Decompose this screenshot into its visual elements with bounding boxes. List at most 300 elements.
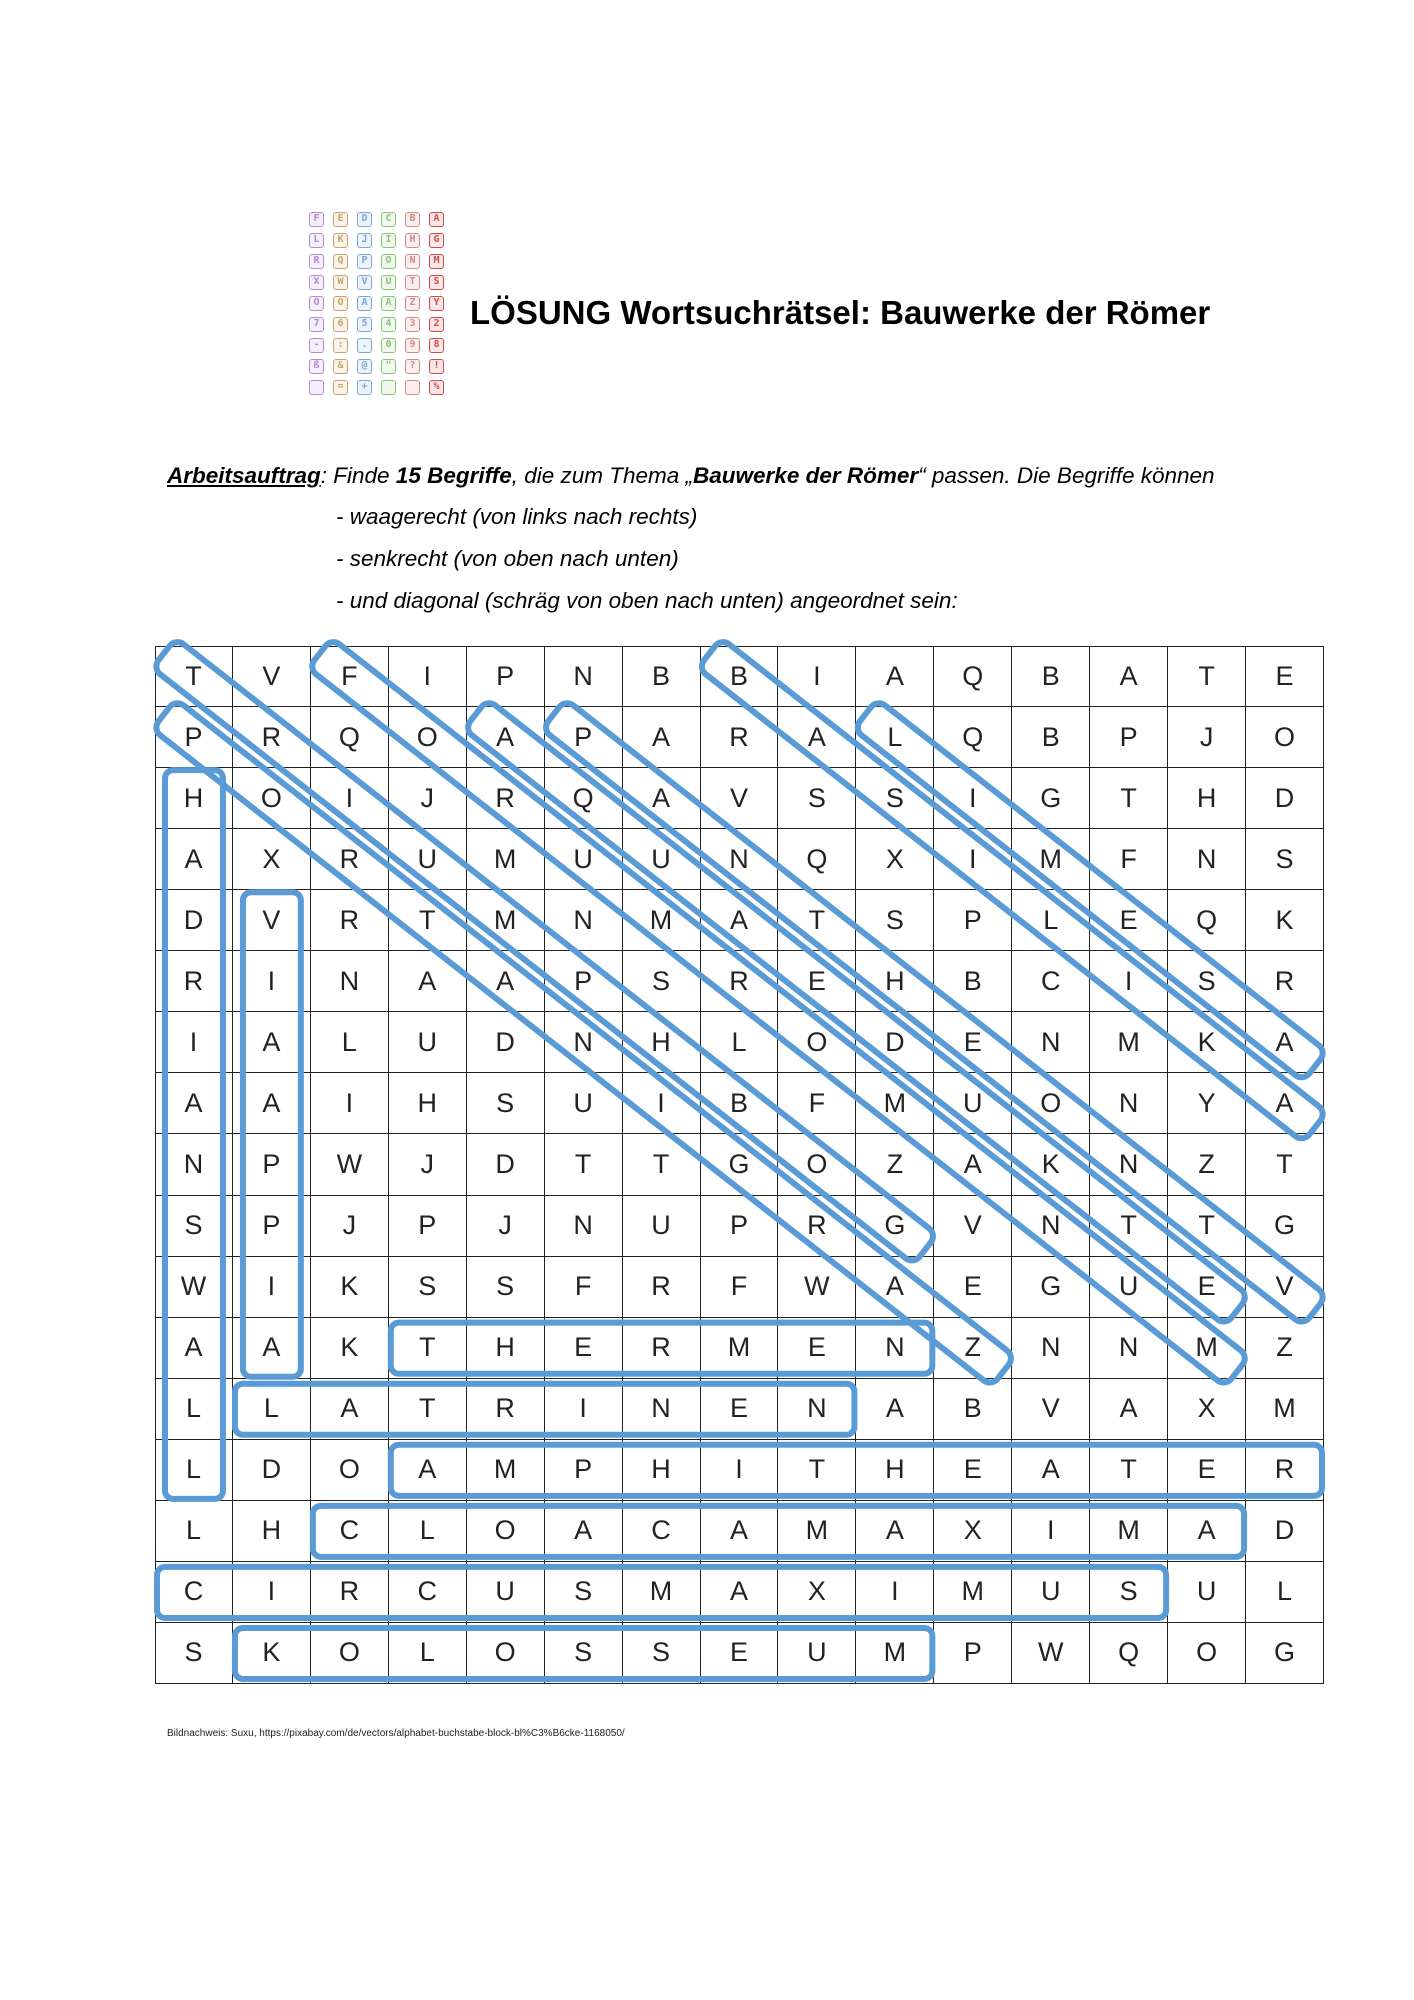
grid-letter: M: [623, 890, 701, 951]
grid-letter: S: [155, 1196, 233, 1257]
grid-letter: K: [311, 1257, 389, 1318]
grid-letter: T: [155, 646, 233, 707]
grid-letter: R: [623, 1257, 701, 1318]
grid-letter: U: [623, 829, 701, 890]
grid-letter: R: [155, 951, 233, 1012]
grid-letter: O: [311, 1440, 389, 1501]
grid-letter: Q: [1090, 1623, 1168, 1684]
direction-vertical: - senkrecht (von oben nach unten): [336, 546, 679, 571]
grid-letter: W: [778, 1257, 856, 1318]
grid-letter: H: [467, 1318, 545, 1379]
grid-letter: A: [233, 1012, 311, 1073]
grid-letter: P: [701, 1196, 779, 1257]
grid-letter: U: [1012, 1562, 1090, 1623]
letter-block: 2: [429, 317, 444, 332]
grid-letter: V: [1246, 1257, 1324, 1318]
grid-letter: A: [701, 1562, 779, 1623]
grid-letter: V: [934, 1196, 1012, 1257]
grid-letter: E: [1168, 1257, 1246, 1318]
grid-letter: T: [1168, 1196, 1246, 1257]
grid-letter: E: [778, 1318, 856, 1379]
grid-letter: I: [778, 646, 856, 707]
grid-letter: Q: [778, 829, 856, 890]
grid-letter: R: [1246, 951, 1324, 1012]
grid-letter: N: [545, 1012, 623, 1073]
grid-letter: T: [545, 1134, 623, 1195]
grid-letter: I: [233, 951, 311, 1012]
grid-letter: P: [467, 646, 545, 707]
letter-block: T: [405, 275, 420, 290]
grid-letter: M: [701, 1318, 779, 1379]
letter-block: &: [333, 359, 348, 374]
grid-letter: O: [1246, 707, 1324, 768]
grid-letter: S: [856, 890, 934, 951]
grid-letter: A: [155, 1073, 233, 1134]
grid-letter: O: [233, 768, 311, 829]
grid-letter: U: [934, 1073, 1012, 1134]
direction-diagonal: - und diagonal (schräg von oben nach unten) angeordnet sein:: [336, 588, 958, 613]
grid-letter: H: [623, 1012, 701, 1073]
letter-block: Q: [333, 254, 348, 269]
grid-letter: L: [311, 1012, 389, 1073]
letter-block: Ö: [309, 296, 324, 311]
grid-letter: R: [467, 768, 545, 829]
grid-letter: O: [1012, 1073, 1090, 1134]
task-instruction: [167, 463, 1215, 489]
grid-letter: M: [1168, 1318, 1246, 1379]
grid-letter: R: [233, 707, 311, 768]
grid-letter: E: [934, 1257, 1012, 1318]
grid-letter: E: [934, 1440, 1012, 1501]
grid-letter: F: [311, 646, 389, 707]
letter-block: %: [429, 380, 444, 395]
grid-letter: W: [311, 1134, 389, 1195]
grid-letter: L: [155, 1440, 233, 1501]
grid-letter: L: [233, 1379, 311, 1440]
grid-letter: S: [467, 1073, 545, 1134]
grid-letter: X: [934, 1501, 1012, 1562]
grid-letter: A: [467, 951, 545, 1012]
grid-letter: A: [701, 890, 779, 951]
grid-letter: O: [1168, 1623, 1246, 1684]
grid-letter: C: [389, 1562, 467, 1623]
letter-block: N: [405, 254, 420, 269]
grid-letter: F: [778, 1073, 856, 1134]
grid-letter: R: [311, 1562, 389, 1623]
word-search-grid: [155, 646, 1324, 1684]
grid-letter: Q: [934, 646, 1012, 707]
grid-letter: Z: [934, 1318, 1012, 1379]
grid-letter: H: [856, 1440, 934, 1501]
grid-letter: U: [623, 1196, 701, 1257]
grid-letter: A: [1090, 1379, 1168, 1440]
letter-block: -: [309, 338, 324, 353]
letter-block: 3: [405, 317, 420, 332]
task-text-3: “ passen. Die Begriffe können: [918, 463, 1215, 488]
grid-letter: S: [623, 1623, 701, 1684]
grid-letter: P: [934, 890, 1012, 951]
letter-block: V: [357, 275, 372, 290]
grid-letter: C: [311, 1501, 389, 1562]
grid-letter: R: [1246, 1440, 1324, 1501]
grid-letter: I: [1012, 1501, 1090, 1562]
grid-letter: I: [701, 1440, 779, 1501]
grid-letter: P: [1090, 707, 1168, 768]
grid-letter: D: [467, 1012, 545, 1073]
letter-block: U: [381, 275, 396, 290]
grid-letter: L: [389, 1501, 467, 1562]
letter-block: L: [309, 233, 324, 248]
grid-letter: U: [545, 829, 623, 890]
grid-letter: T: [1090, 1196, 1168, 1257]
grid-letter: M: [623, 1562, 701, 1623]
grid-letter: S: [467, 1257, 545, 1318]
grid-letter: J: [311, 1196, 389, 1257]
grid-letter: G: [1246, 1196, 1324, 1257]
grid-letter: A: [1012, 1440, 1090, 1501]
grid-letter: Z: [1168, 1134, 1246, 1195]
grid-letter: M: [467, 829, 545, 890]
grid-letter: T: [1090, 1440, 1168, 1501]
letter-block: D: [357, 212, 372, 227]
grid-letter: S: [389, 1257, 467, 1318]
grid-letter: N: [1012, 1012, 1090, 1073]
grid-letter: R: [701, 707, 779, 768]
grid-letter: M: [467, 1440, 545, 1501]
letter-block: Ä: [357, 296, 372, 311]
grid-letter: L: [1012, 890, 1090, 951]
grid-letter: R: [467, 1379, 545, 1440]
grid-letter: T: [1090, 768, 1168, 829]
grid-letter: S: [1168, 951, 1246, 1012]
grid-letter: T: [1168, 646, 1246, 707]
grid-letter: M: [856, 1073, 934, 1134]
grid-letter: U: [1168, 1562, 1246, 1623]
grid-letter: A: [856, 1501, 934, 1562]
page-title: LÖSUNG Wortsuchrätsel: Bauwerke der Römer: [470, 294, 1211, 331]
grid-letter: O: [467, 1623, 545, 1684]
letter-block: O: [381, 254, 396, 269]
grid-letter: C: [1012, 951, 1090, 1012]
grid-letter: S: [623, 951, 701, 1012]
grid-letter: R: [311, 829, 389, 890]
grid-letter: U: [389, 829, 467, 890]
grid-letter: I: [623, 1073, 701, 1134]
letter-block: A: [429, 212, 444, 227]
grid-letter: K: [1012, 1134, 1090, 1195]
grid-letter: P: [934, 1623, 1012, 1684]
grid-letter: B: [934, 951, 1012, 1012]
grid-letter: D: [155, 890, 233, 951]
grid-letter: I: [1090, 951, 1168, 1012]
grid-letter: I: [545, 1379, 623, 1440]
grid-letter: Y: [1168, 1073, 1246, 1134]
grid-letter: J: [467, 1196, 545, 1257]
grid-letter: T: [389, 1379, 467, 1440]
grid-letter: N: [155, 1134, 233, 1195]
grid-letter: E: [701, 1379, 779, 1440]
grid-letter: E: [545, 1318, 623, 1379]
grid-letter: W: [155, 1257, 233, 1318]
grid-letter: X: [856, 829, 934, 890]
grid-letter: I: [233, 1257, 311, 1318]
grid-letter: B: [1012, 646, 1090, 707]
grid-letter: N: [545, 890, 623, 951]
grid-letter: P: [155, 707, 233, 768]
grid-letter: V: [233, 646, 311, 707]
task-label: Arbeitsauftrag: [167, 463, 321, 488]
grid-letter: R: [778, 1196, 856, 1257]
grid-letter: S: [778, 768, 856, 829]
grid-letter: N: [701, 829, 779, 890]
grid-letter: F: [701, 1257, 779, 1318]
grid-letter: W: [1012, 1623, 1090, 1684]
grid-letter: R: [311, 890, 389, 951]
letter-block: I: [381, 233, 396, 248]
grid-letter: N: [1012, 1318, 1090, 1379]
grid-letter: B: [701, 646, 779, 707]
grid-letter: K: [1168, 1012, 1246, 1073]
grid-letter: S: [545, 1562, 623, 1623]
grid-letter: L: [155, 1501, 233, 1562]
letter-block: P: [357, 254, 372, 269]
letter-block: 7: [309, 317, 324, 332]
grid-letter: G: [856, 1196, 934, 1257]
grid-letter: T: [623, 1134, 701, 1195]
letter-block: [309, 380, 324, 395]
grid-letter: O: [778, 1134, 856, 1195]
grid-letter: S: [155, 1623, 233, 1684]
letter-block: Ä: [381, 296, 396, 311]
grid-letter: I: [311, 768, 389, 829]
grid-letter: X: [778, 1562, 856, 1623]
grid-letter: F: [545, 1257, 623, 1318]
grid-letter: A: [1246, 1012, 1324, 1073]
grid-letter: A: [1090, 646, 1168, 707]
grid-letter: L: [155, 1379, 233, 1440]
grid-letter: A: [701, 1501, 779, 1562]
letter-block: [381, 380, 396, 395]
grid-letter: P: [389, 1196, 467, 1257]
letter-block: K: [333, 233, 348, 248]
letter-block: +: [357, 380, 372, 395]
grid-letter: A: [467, 707, 545, 768]
grid-letter: J: [389, 768, 467, 829]
grid-letter: U: [1090, 1257, 1168, 1318]
image-credit: Bildnachweis: Suxu, https://pixabay.com/de/vectors/alphabet-buchstabe-block-bl%C3%B6cke-1168050/: [167, 1728, 625, 1739]
grid-letter: A: [934, 1134, 1012, 1195]
letter-block: ?: [405, 359, 420, 374]
grid-letter: U: [467, 1562, 545, 1623]
grid-letter: S: [1246, 829, 1324, 890]
grid-letter: H: [856, 951, 934, 1012]
grid-letter: H: [389, 1073, 467, 1134]
grid-letter: M: [467, 890, 545, 951]
grid-letter: A: [311, 1379, 389, 1440]
letter-block: ": [381, 359, 396, 374]
grid-letter: N: [623, 1379, 701, 1440]
letter-block: H: [405, 233, 420, 248]
grid-letter: B: [934, 1379, 1012, 1440]
grid-letter: V: [701, 768, 779, 829]
grid-letter: E: [934, 1012, 1012, 1073]
grid-letter: Q: [311, 707, 389, 768]
grid-letter: D: [1246, 768, 1324, 829]
grid-letter: A: [856, 1379, 934, 1440]
letter-block: @: [357, 359, 372, 374]
grid-letter: H: [623, 1440, 701, 1501]
grid-letter: O: [467, 1501, 545, 1562]
grid-letter: M: [778, 1501, 856, 1562]
grid-letter: M: [856, 1623, 934, 1684]
letter-block: 9: [405, 338, 420, 353]
letter-block: C: [381, 212, 396, 227]
alphabet-blocks-logo: [309, 212, 454, 402]
grid-letter: N: [856, 1318, 934, 1379]
grid-letter: T: [389, 890, 467, 951]
letter-block: S: [429, 275, 444, 290]
grid-letter: N: [545, 1196, 623, 1257]
grid-letter: N: [311, 951, 389, 1012]
grid-letter: M: [1090, 1501, 1168, 1562]
grid-letter: K: [311, 1318, 389, 1379]
grid-letter: A: [389, 951, 467, 1012]
letter-block: X: [309, 275, 324, 290]
grid-letter: H: [233, 1501, 311, 1562]
grid-letter: M: [1090, 1012, 1168, 1073]
grid-letter: J: [1168, 707, 1246, 768]
letter-block: M: [429, 254, 444, 269]
grid-letter: P: [233, 1196, 311, 1257]
grid-letter: D: [856, 1012, 934, 1073]
grid-letter: R: [623, 1318, 701, 1379]
grid-letter: T: [778, 1440, 856, 1501]
letter-block: 4: [381, 317, 396, 332]
grid-letter: Z: [1246, 1318, 1324, 1379]
letter-block: ß: [309, 359, 324, 374]
letter-block: [405, 380, 420, 395]
grid-letter: I: [856, 1562, 934, 1623]
grid-letter: N: [1090, 1073, 1168, 1134]
grid-letter: O: [389, 707, 467, 768]
grid-letter: L: [1246, 1562, 1324, 1623]
task-text-1: : Finde: [320, 463, 396, 488]
grid-letter: U: [778, 1623, 856, 1684]
grid-letter: E: [701, 1623, 779, 1684]
grid-letter: I: [311, 1073, 389, 1134]
letter-block: G: [429, 233, 444, 248]
grid-letter: P: [545, 707, 623, 768]
grid-letter: S: [545, 1623, 623, 1684]
grid-letter: N: [778, 1379, 856, 1440]
grid-letter: A: [155, 1318, 233, 1379]
grid-letter: G: [701, 1134, 779, 1195]
grid-letter: I: [233, 1562, 311, 1623]
grid-letter: N: [1090, 1318, 1168, 1379]
grid-letter: X: [233, 829, 311, 890]
grid-letter: G: [1246, 1623, 1324, 1684]
grid-letter: O: [778, 1012, 856, 1073]
grid-letter: D: [467, 1134, 545, 1195]
task-text-2: , die zum Thema „: [511, 463, 694, 488]
grid-letter: M: [1012, 829, 1090, 890]
letter-block: 6: [333, 317, 348, 332]
grid-letter: A: [623, 707, 701, 768]
grid-letter: Q: [545, 768, 623, 829]
grid-letter: A: [856, 646, 934, 707]
grid-letter: A: [233, 1318, 311, 1379]
grid-letter: T: [1246, 1134, 1324, 1195]
grid-letter: S: [856, 768, 934, 829]
letter-block: !: [429, 359, 444, 374]
letter-block: J: [357, 233, 372, 248]
grid-letter: J: [389, 1134, 467, 1195]
grid-letter: Q: [1168, 890, 1246, 951]
grid-letter: E: [1246, 646, 1324, 707]
grid-letter: V: [233, 890, 311, 951]
grid-letter: A: [778, 707, 856, 768]
grid-letter: I: [934, 829, 1012, 890]
grid-letter: I: [155, 1012, 233, 1073]
grid-letter: T: [778, 890, 856, 951]
grid-letter: A: [856, 1257, 934, 1318]
grid-letter: B: [1012, 707, 1090, 768]
grid-letter: A: [1168, 1501, 1246, 1562]
grid-letter: Z: [856, 1134, 934, 1195]
grid-letter: L: [389, 1623, 467, 1684]
grid-letter: I: [389, 646, 467, 707]
grid-letter: A: [623, 768, 701, 829]
grid-letter: P: [233, 1134, 311, 1195]
grid-letter: N: [1168, 829, 1246, 890]
grid-letter: K: [233, 1623, 311, 1684]
letter-block: :: [333, 338, 348, 353]
grid-letter: N: [1090, 1134, 1168, 1195]
grid-letter: S: [1090, 1562, 1168, 1623]
grid-letter: E: [778, 951, 856, 1012]
letter-block: Y: [429, 296, 444, 311]
letter-block: B: [405, 212, 420, 227]
grid-letter: B: [701, 1073, 779, 1134]
grid-letter: G: [1012, 1257, 1090, 1318]
grid-letter: U: [545, 1073, 623, 1134]
grid-letter: A: [389, 1440, 467, 1501]
letter-block: Z: [405, 296, 420, 311]
grid-letter: K: [1246, 890, 1324, 951]
grid-letter: E: [1090, 890, 1168, 951]
grid-letter: Q: [934, 707, 1012, 768]
grid-letter: X: [1168, 1379, 1246, 1440]
grid-letter: M: [934, 1562, 1012, 1623]
grid-letter: N: [1012, 1196, 1090, 1257]
letter-block: =: [333, 380, 348, 395]
term-count: 15 Begriffe: [395, 463, 512, 488]
letter-block: E: [333, 212, 348, 227]
grid-letter: M: [1246, 1379, 1324, 1440]
direction-horizontal: - waagerecht (von links nach rechts): [336, 504, 698, 529]
letter-block: 5: [357, 317, 372, 332]
letter-block: F: [309, 212, 324, 227]
grid-letter: H: [155, 768, 233, 829]
letter-block: .: [357, 338, 372, 353]
grid-letter: L: [856, 707, 934, 768]
grid-letter: O: [311, 1623, 389, 1684]
letter-block: 0: [381, 338, 396, 353]
grid-letter: D: [233, 1440, 311, 1501]
grid-letter: H: [1168, 768, 1246, 829]
letter-block: Ö: [333, 296, 348, 311]
grid-letter: I: [934, 768, 1012, 829]
